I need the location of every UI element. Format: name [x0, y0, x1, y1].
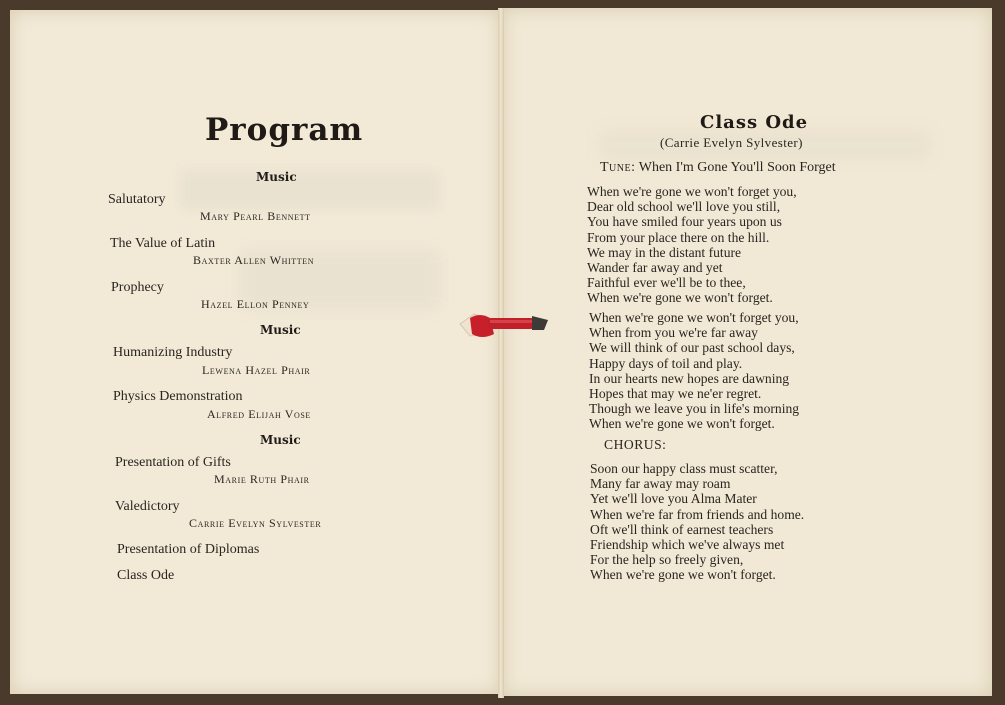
- ode-line: Faithful ever we'll be to thee,: [587, 275, 746, 291]
- program-item-class-ode: Class Ode: [117, 568, 175, 583]
- ode-line: Yet we'll love you Alma Mater: [590, 491, 757, 507]
- program-name-humanizing: Lewena Hazel Phair: [202, 363, 311, 377]
- ode-line: You have smiled four years upon us: [587, 214, 782, 230]
- program-name-prophecy: Hazel Ellon Penney: [201, 297, 310, 311]
- ode-line: In our hearts new hopes are dawning: [589, 370, 790, 386]
- ode-line: Happy days of toil and play.: [589, 355, 743, 371]
- program-item-prophecy: Prophecy: [111, 280, 164, 295]
- program-item-salutatory: Salutatory: [108, 192, 166, 207]
- ode-line: When we're gone we won't forget.: [587, 290, 773, 306]
- ode-title: Class Ode: [700, 112, 809, 133]
- program-name-latin: Baxter Allen Whitten: [193, 253, 315, 267]
- ode-line: When we're gone we won't forget.: [589, 416, 775, 432]
- ode-line: Soon our happy class must scatter,: [590, 461, 778, 476]
- ode-line: Many far away may roam: [590, 476, 731, 492]
- ode-line: Though we leave you in life's morning: [589, 401, 800, 417]
- program-item-gifts: Presentation of Gifts: [115, 455, 231, 470]
- ode-line: We may in the distant future: [587, 244, 742, 260]
- ode-line: From your place there on the hill.: [587, 229, 770, 245]
- ode-verse-1: [587, 184, 797, 306]
- program-name-gifts: Marie Ruth Phair: [214, 472, 310, 486]
- show-through-shading: [180, 170, 440, 210]
- ode-line: Hopes that may we ne'er regret.: [589, 385, 762, 401]
- music-label-3: Music: [260, 433, 301, 447]
- ode-line: Wander far away and yet: [587, 259, 723, 275]
- ribbon-tie: [456, 306, 552, 346]
- center-fold: [498, 8, 504, 698]
- ode-line: When from you we're far away: [589, 325, 758, 341]
- ode-line: Dear old school we'll love you still,: [587, 199, 781, 215]
- ode-author: (Carrie Evelyn Sylvester): [660, 135, 803, 150]
- music-label-2: Music: [260, 323, 301, 337]
- music-label-1: Music: [256, 170, 297, 184]
- program-item-valedictory: Valedictory: [115, 499, 180, 514]
- program-name-valedictory: Carrie Evelyn Sylvester: [189, 516, 322, 530]
- program-title: Program: [205, 112, 364, 148]
- ode-line: For the help so freely given,: [590, 552, 744, 568]
- ode-chorus: [590, 461, 804, 583]
- tune-label: Tune:: [600, 160, 636, 175]
- tune-name: When I'm Gone You'll Soon Forget: [638, 160, 836, 175]
- program-item-physics: Physics Demonstration: [113, 389, 243, 404]
- program-name-salutatory: Mary Pearl Bennett: [200, 209, 311, 223]
- ode-line: Oft we'll think of earnest teachers: [590, 521, 774, 537]
- ode-line: When we're gone we won't forget you,: [587, 184, 797, 199]
- program-item-latin: The Value of Latin: [110, 236, 216, 251]
- program-item-diplomas: Presentation of Diplomas: [117, 542, 260, 557]
- ode-line: We will think of our past school days,: [589, 340, 795, 356]
- ode-tune: [600, 160, 836, 176]
- program-item-humanizing: Humanizing Industry: [113, 345, 233, 360]
- program-name-physics: Alfred Elijah Vose: [207, 407, 311, 421]
- ode-line: Friendship which we've always met: [590, 536, 785, 552]
- chorus-label: CHORUS:: [604, 437, 667, 452]
- ode-verse-2: [589, 310, 799, 432]
- ode-line: When we're gone we won't forget you,: [589, 310, 799, 325]
- ode-line: When we're gone we won't forget.: [590, 567, 776, 583]
- ode-line: When we're far from friends and home.: [590, 506, 805, 522]
